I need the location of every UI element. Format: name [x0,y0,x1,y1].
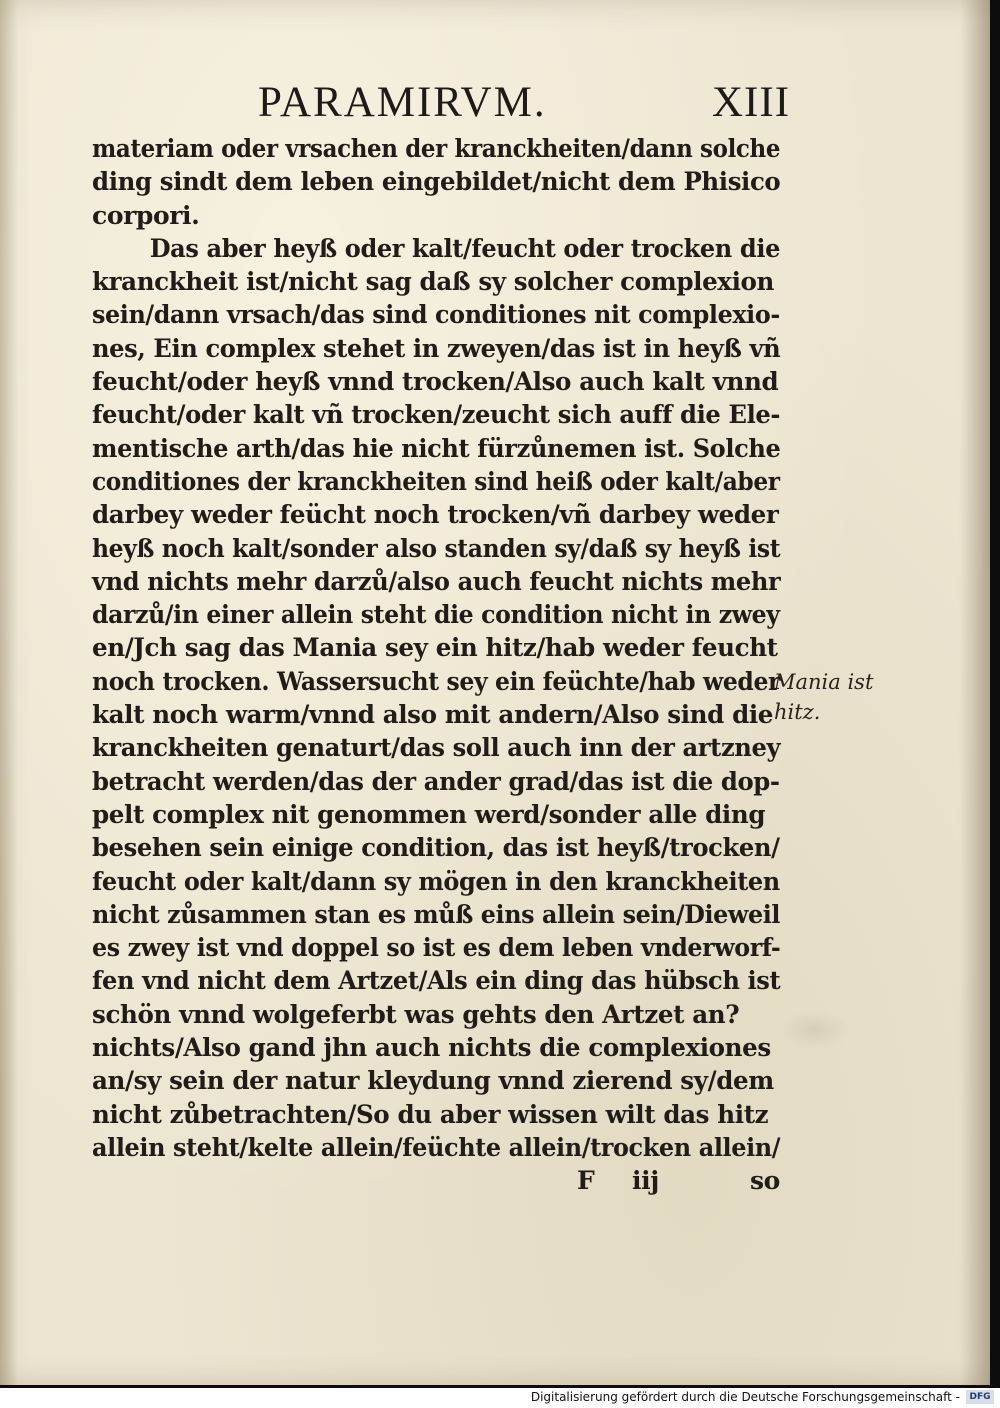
catchword: so [750,1166,780,1196]
page-header [0,78,990,128]
text-line: darbey weder feücht noch trocken/vñ darbey weder [92,500,779,530]
text-line: kranckheiten genaturt/das soll auch inn der artzney [92,733,781,763]
text-line: vnd nichts mehr darzů/also auch feucht nichts mehr [92,566,781,596]
signature-line [92,1164,792,1197]
text-line: schön vnnd wolgeferbt was gehts den Artzet an? [92,999,740,1029]
footer-bar [0,1388,1000,1408]
text-line: darzů/in einer allein steht die condition nicht in zwey [92,600,780,630]
running-title: PARAMIRVM. [258,79,547,126]
text-line: an/sy sein der natur kleydung vnnd zierend sy/dem [92,1066,774,1096]
margin-note-line: Mania ist [774,670,874,694]
text-line: nichts/Also gand jhn auch nichts die complexiones [92,1033,771,1063]
text-line: sein/dann vrsach/das sind conditiones nit complexio- [92,300,780,330]
text-line: feucht/oder heyß vnnd trocken/Also auch kalt vnnd [92,367,779,397]
text-line: kalt noch warm/vnnd also mit andern/Also sind die [92,700,774,730]
dfg-logo-icon: DFG [966,1390,994,1404]
text-line: betracht werden/das der ander grad/das ist die dop- [92,766,780,796]
text-line: feucht/oder kalt vñ trocken/zeucht sich auff die Ele- [92,400,781,430]
text-line: en/Jch sag das Mania sey ein hitz/hab weder feucht [92,633,778,663]
text-line: pelt complex nit genommen werd/sonder alle ding [92,799,766,829]
margin-note-line: hitz. [774,700,821,724]
text-line: es zwey ist vnd doppel so ist es dem leben vnderworf- [92,933,781,963]
text-line: besehen sein einige condition, das ist heyß/trocken/ [92,833,780,863]
text-line: materiam oder vrsachen der kranckheiten/dann solche [92,134,781,163]
text-line: kranckheit ist/nicht sag daß sy solcher complexion [92,267,774,297]
text-line: feucht oder kalt/dann sy mögen in den kranckheiten [92,866,780,896]
text-line: fen vnd nicht dem Artzet/Als ein ding das hübsch ist [92,966,781,996]
text-line: nicht zůsammen stan es můß eins allein sein/Dieweil [92,899,781,929]
text-line: heyß noch kalt/sonder also standen sy/daß sy heyß ist [92,533,781,563]
folio-number: XIII [712,79,791,126]
text-line: corpori. [92,200,200,230]
text-line: nicht zůbetrachten/So du aber wissen wilt das hitz [92,1099,769,1129]
text-line: ding sindt dem leben eingebildet/nicht dem Phisico [92,167,781,197]
text-line: noch trocken. Wassersucht sey ein feüchte/hab weder [92,666,781,696]
text-line: allein steht/kelte allein/feüchte allein/trocken allein/ [92,1132,781,1162]
text-line: nes, Ein complex stehet in zweyen/das ist in heyß vñ [92,333,781,363]
text-line: conditiones der kranckheiten sind heiß oder kalt/aber [92,466,780,496]
text-line: Das aber heyß oder kalt/feucht oder trocken die [149,233,780,263]
text-line: mentische arth/das hie nicht fürzůnemen ist. Solche [92,433,781,463]
signature-mark: F [577,1166,595,1196]
paper-stain [780,1010,850,1050]
body-text [92,132,792,1198]
funding-credit: Digitalisierung gefördert durch die Deutsche Forschungsgemeinschaft - [530,1390,960,1404]
signature-number: iij [632,1166,659,1196]
margin-note [774,667,904,727]
